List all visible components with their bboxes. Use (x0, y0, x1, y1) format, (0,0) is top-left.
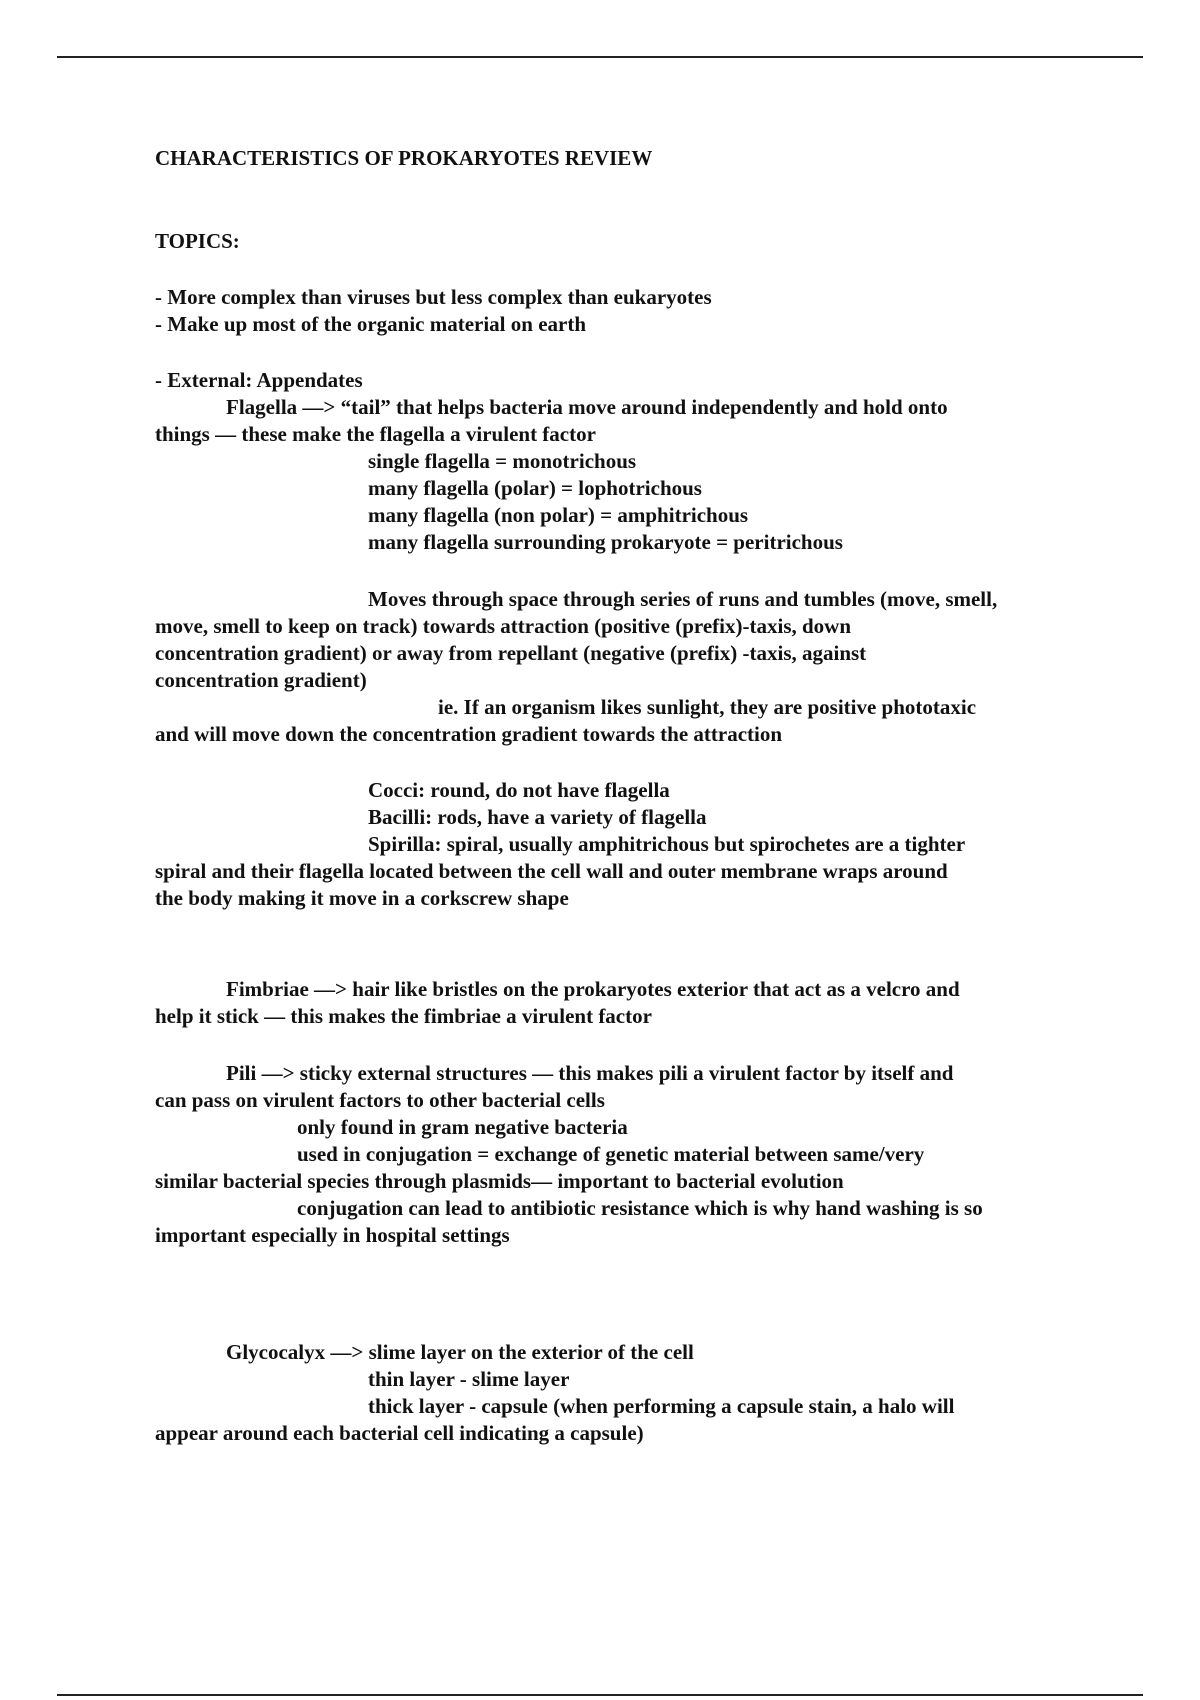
bottom-rule (57, 1694, 1143, 1696)
intro-line: - More complex than viruses but less complex than eukaryotes (155, 285, 712, 309)
pili-line: important especially in hospital settings (155, 1223, 510, 1247)
flagella-type: many flagella (polar) = lophotrichous (368, 476, 702, 500)
fimbriae-definition-cont: help it stick — this makes the fimbriae a virulent factor (155, 1004, 652, 1028)
pili-line: can pass on virulent factors to other bacterial cells (155, 1088, 605, 1112)
topics-heading: TOPICS: (155, 229, 240, 253)
flagella-type: many flagella (non polar) = amphitrichous (368, 503, 749, 527)
shape-line: the body making it move in a corkscrew shape (155, 886, 569, 910)
movement-line: Moves through space through series of runs and tumbles (move, smell, (368, 587, 998, 611)
external-heading: - External: Appendates (155, 368, 363, 392)
movement-line: concentration gradient) (155, 668, 367, 692)
glycocalyx-line: thick layer - capsule (when performing a capsule stain, a halo will (368, 1394, 955, 1418)
shape-line: Spirilla: spiral, usually amphitrichous but spirochetes are a tighter (368, 832, 966, 856)
movement-line: move, smell to keep on track) towards attraction (positive (prefix)-taxis, down (155, 614, 852, 638)
flagella-type: many flagella surrounding prokaryote = peritrichous (368, 530, 843, 554)
glycocalyx-definition: Glycocalyx —> slime layer on the exterior of the cell (226, 1340, 694, 1364)
flagella-type: single flagella = monotrichous (368, 449, 637, 473)
document-title: CHARACTERISTICS OF PROKARYOTES REVIEW (155, 146, 653, 170)
shape-line: Cocci: round, do not have flagella (368, 778, 670, 802)
flagella-definition-cont: things — these make the flagella a virulent factor (155, 422, 596, 446)
flagella-definition: Flagella —> “tail” that helps bacteria move around independently and hold onto (226, 395, 948, 419)
pili-line: conjugation can lead to antibiotic resistance which is why hand washing is so (297, 1196, 983, 1220)
pili-line: used in conjugation = exchange of genetic material between same/very (297, 1142, 925, 1166)
shape-line: Bacilli: rods, have a variety of flagella (368, 805, 707, 829)
pili-line: only found in gram negative bacteria (297, 1115, 628, 1139)
shape-line: spiral and their flagella located between the cell wall and outer membrane wraps around (155, 859, 948, 883)
pili-line: similar bacterial species through plasmids— important to bacterial evolution (155, 1169, 844, 1193)
glycocalyx-line: appear around each bacterial cell indicating a capsule) (155, 1421, 644, 1445)
glycocalyx-line: thin layer - slime layer (368, 1367, 570, 1391)
movement-line: concentration gradient) or away from repellant (negative (prefix) -taxis, against (155, 641, 867, 665)
example-line: and will move down the concentration gradient towards the attraction (155, 722, 783, 746)
intro-line: - Make up most of the organic material on earth (155, 312, 587, 336)
pili-definition: Pili —> sticky external structures — this makes pili a virulent factor by itself and (226, 1061, 954, 1085)
top-rule (57, 56, 1143, 58)
fimbriae-definition: Fimbriae —> hair like bristles on the prokaryotes exterior that act as a velcro and (226, 977, 960, 1001)
example-line: ie. If an organism likes sunlight, they are positive phototaxic (438, 695, 977, 719)
